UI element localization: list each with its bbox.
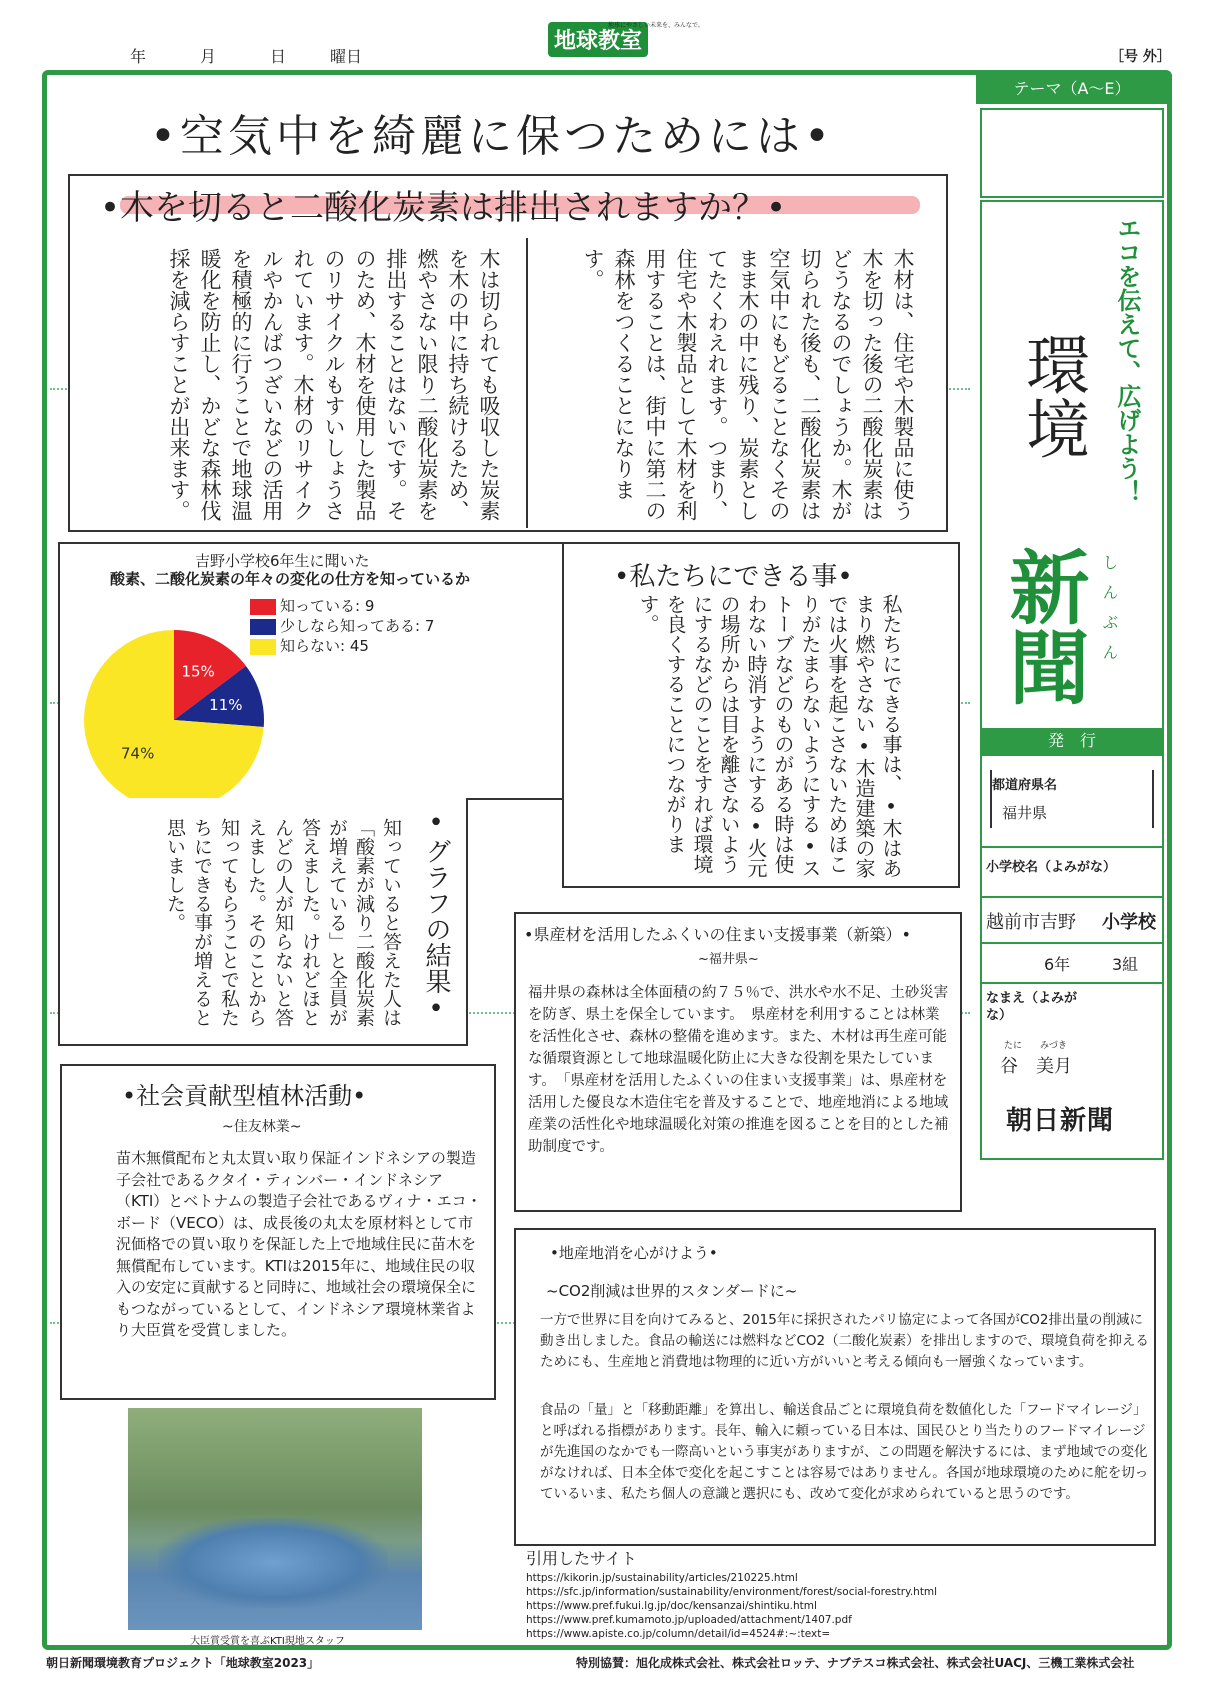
column-divider [526,238,528,528]
source-url: https://www.apiste.co.jp/column/detail/id=4524#:~:text= [526,1628,831,1640]
footer-right: 特別協賛：旭化成株式会社、株式会社ロッテ、ナブテスコ株式会社、株式会社UACJ、三機工業株式会社 [576,1656,1135,1670]
legend-label: 知らない: 45 [280,637,369,655]
local-title: •地産地消を心がけよう• [550,1244,718,1262]
local-p2: 食品の「量」と「移動距離」を算出し、輸送食品ごとに環境負荷を数値化した「フードマイレージ」と呼ばれる指標があります。長年、輸入に頼っている日本は、国民ひとり当たりのフードマイレージが先進国のなかでも一際高いという事実がありますが、この問題を解決するには、まず地域での変化がなければ、日本全体で変化を起こすことは容易ではありません。各国が地球環境のために舵を切っているいま、私たち個人の意識と選択にも、改めて変化が求められていると思うのです。 [540,1402,1149,1502]
divider [982,896,1162,898]
planting-box [60,1064,496,1400]
graph-result-body: 知っていると答えた人は「酸素が減り二酸化炭素が増えている」と全員が答えました。けれどほとんどの人が知らないと答えました。そのことから知ってもらうことで私たちにできる事が増えると思いました。 [164,818,402,1027]
logo-tagline: 地球にやさしい未来を、みんなで。 [608,22,704,29]
legend-label: 少しなら知ってある: 7 [280,617,435,635]
school-label: 小学校名（よみがな） [986,860,1117,875]
survey-box [58,542,564,800]
shinbun-ruby: しんぶん [1100,554,1119,674]
date-year-label: 年 [130,47,147,66]
legend-swatch [250,639,276,655]
sources-title: 引用したサイト [526,1549,637,1568]
fukui-box [514,912,962,1212]
sidebar [976,74,1168,1154]
pref-value: 福井県 [1002,804,1048,822]
survey-caption-1: 吉野小学校6年生に聞いた [195,552,370,570]
pie-label-0: 15% [181,662,215,681]
graph-result-box [58,798,468,1046]
date-day-label: 日 [270,47,287,66]
source-url: https://sfc.jp/information/sustainability/environment/forest/social-forestry.html [526,1586,938,1598]
survey-caption-2: 酸素、二酸化炭素の年々の変化の仕方を知っているか [110,570,471,588]
pref-label: 都道府県名 [992,778,1058,793]
slogan: エコを伝えて、広げよう！ [1113,216,1141,504]
planting-title: •社会貢献型植林活動• [122,1082,367,1110]
sources-block [526,1546,1086,1641]
local-box [514,1228,1156,1546]
we-can-box [562,542,960,888]
chikyu-kyoshitsu-logo [548,22,704,62]
graph-result-title: •グラフの結果• [421,808,451,1024]
pie-label-2: 74% [121,744,155,763]
article-tree-co2 [68,174,948,532]
legend-swatch [250,619,276,635]
we-can-body: 私たちにできる事は、•木はあまり燃やさない•木造建築の家では火事を起こさないためほこりがたまらないようにする•ストーブなどのものがある時は使わない時消すようにする•火元の場所からは目を離さないようにするなどのことをすれば環境を良くすることにつながります。 [636,594,903,878]
legend-item [250,616,460,636]
local-p1: 一方で世界に目を向けてみると、2015年に採択されたパリ協定によって各国がCO2排出量の削減に動き出しました。食品の輸送には燃料などCO2（二酸化炭素）を排出しますので、環境負荷を抑えるためにも、生産地と消費地は物理的に近い方がいいと考える傾向も一層強くなっています。 [540,1312,1149,1370]
name-label: なまえ（よみがな） [986,991,1078,1023]
article-tree-title: •木を切ると二酸化炭素は排出されますか？• [100,188,787,228]
theme-label: テーマ（A～E） [976,74,1168,104]
source-url: https://kikorin.jp/sustainability/articles/210225.html [526,1572,798,1584]
photo-caption: 大臣賞受賞を喜ぶKTI現地スタッフ [190,1636,345,1647]
footer-left: 朝日新聞環境教育プロジェクト「地球教室2023」 [46,1656,320,1670]
school-value: 越前市吉野 [986,912,1076,933]
school-suffix: 小学校 [1102,912,1156,933]
sidebar-main-panel [980,200,1164,800]
asahi-logo-text: 朝日新聞 [1006,1106,1115,1136]
photo-group-blur [158,1518,388,1608]
legend-swatch [250,599,276,615]
we-can-title: •私たちにできる事• [614,562,853,592]
grade-value: 6年 [1044,955,1071,974]
fukui-body: 福井県の森林は全体面積の約７５％で、洪水や水不足、土砂災害を防ぎ、県土を保全しています。 県産材を利用することは林業を活性化させ、森林の整備を進めます。また、木材は再生産可能な循環資源として地球温暖化防止に大きな役割を果たしています。 「県産材を活用したふくいの住まい支援事業」は、県産材を活用した優良な木造住宅を普及することで、地産地消による地域産業の活性化や地球温暖化対策の推進を図ることを目的とした補助制度です。 [528,985,949,1155]
publisher-panel [980,754,1164,1160]
asahi-logo [1006,1100,1114,1137]
legend-item [250,636,460,656]
source-url: https://www.pref.kumamoto.jp/uploaded/attachment/1407.pdf [526,1614,852,1626]
fukui-title: •県産材を活用したふくいの住まい支援事業（新築）• [524,925,911,944]
kankyo-title: 環境 [1015,332,1089,460]
legend-label: 知っている: 9 [280,597,375,615]
source-url: https://www.pref.fukui.lg.jp/doc/kensanzai/shintiku.html [526,1600,817,1612]
pie-label-1: 11% [209,695,243,714]
divider [982,846,1162,848]
class-value: 3組 [1112,955,1139,974]
divider [982,942,1162,944]
logo-text: 地球教室 [548,22,648,57]
publisher-label: 発 行 [980,728,1164,754]
planting-body: 苗木無償配布と丸太買い取り保証インドネシアの製造子会社であるクタイ・ティンバー・インドネシア（KTI）とベトナムの製造子会社であるヴィナ・エコ・ボード（VECO）は、成長後の丸太を原材料として市況価格での買い取りを保証した上で地域住民に苗木を無償配布しています。KTIは2015年に、地域住民の収入の安定に貢献すると同時に、地域社会の環境保全にもつながっているとして、インドネシア環境林業省より大臣賞を受賞しました。 [116,1149,482,1339]
kti-staff-photo [128,1408,422,1630]
name-ruby: たに みづき [1004,1041,1067,1051]
date-month-label: 月 [200,47,217,66]
shinbun-title: 新聞 [996,546,1089,706]
issue-label: ［号 外］ [1110,49,1171,65]
name-value: 谷 美月 [1000,1056,1072,1077]
planting-sub: ~住友林業~ [222,1119,302,1135]
fukui-sub: ~福井県~ [698,952,759,967]
local-sub: ~CO2削減は世界的スタンダードに~ [546,1282,798,1300]
theme-input-box [980,108,1164,198]
legend-item [250,596,460,616]
pie-legend [250,596,460,656]
date-weekday-label: 曜日 [330,47,363,66]
date-line [130,44,390,66]
article-tree-col-right: 木材は、住宅や木製品に使う木を切った後の二酸化炭素はどうなるのでしょうか。木が切られた後も、二酸化炭素は空気中にもどることなくそのまま木の中に残り、炭素としてたくわえれます。つまり、住宅や木製品として木材を利用することは、街中に第二の森林をつくることになります。 [581,248,915,521]
main-title: •空気中を綺麗に保つためには• [150,111,834,162]
divider [982,982,1162,984]
article-tree-col-left: 木は切られても吸収した炭素を木の中に持ち続けるため、燃やさない限り二酸化炭素を排出することはないです。そのため、木材を使用した製品のリサイクルもすいしょうされています。木材のリサイクルやかんばつざいなどの活用を積極的に行うことで地球温暖化を防止し、かどな森林伐採を減らすことが出来ます。 [167,248,501,521]
